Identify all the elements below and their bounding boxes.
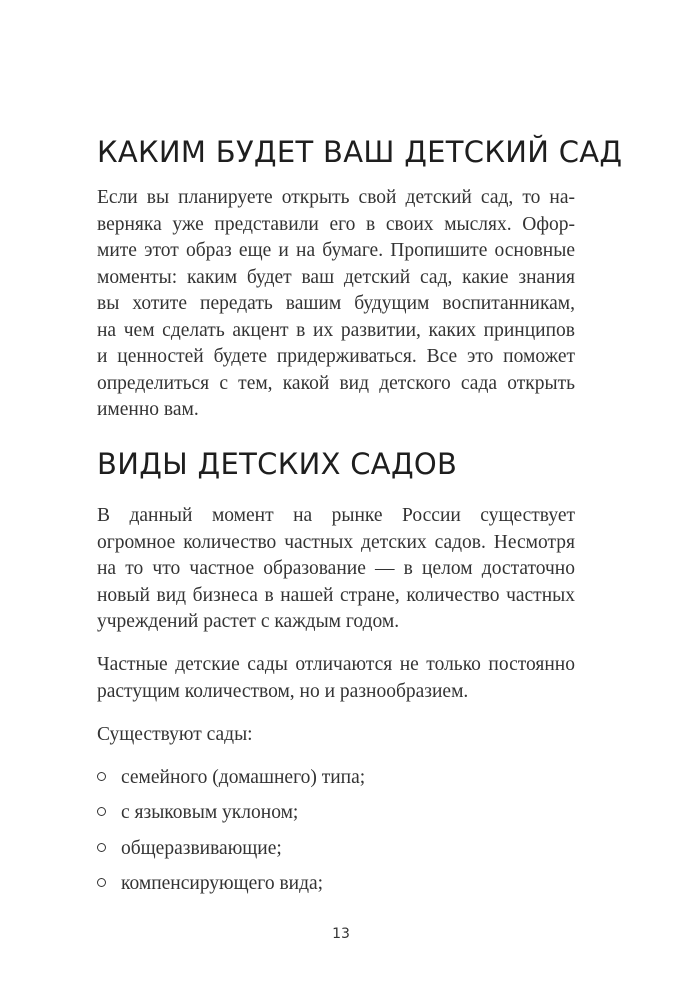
circle-bullet-icon	[97, 843, 106, 852]
list-item-text: семейного (домашнего) типа;	[121, 767, 366, 788]
section-heading-1: КАКИМ БУДЕТ ВАШ ДЕТСКИЙ САД	[97, 135, 623, 169]
text-line: огромное количество частных детских садов. Несмотря	[97, 531, 575, 553]
text-line: учреждений растет с каждым годом.	[97, 611, 400, 632]
list-item	[97, 800, 298, 826]
list-item	[97, 765, 365, 791]
circle-bullet-icon	[97, 807, 106, 816]
text-line: верняка уже представили его в своих мыслях. Офор-	[97, 213, 575, 235]
paragraph-intro	[97, 185, 575, 424]
list-item-text: общеразвивающие;	[121, 838, 282, 859]
section-heading-2: ВИДЫ ДЕТСКИХ САДОВ	[97, 447, 458, 481]
text-line: растущим количеством, но и разнообразием.	[97, 680, 469, 702]
list-item	[97, 871, 323, 897]
list-item	[97, 836, 282, 862]
text-line: определиться с тем, какой вид детского сада открыть	[97, 372, 575, 394]
circle-bullet-icon	[97, 772, 106, 781]
text-line: Частные детские сады отличаются не только постоянно	[97, 654, 575, 675]
text-line: именно вам.	[97, 399, 199, 420]
text-line: новый вид бизнеса в нашей стране, количество частных	[97, 584, 575, 606]
text-line: и ценностей будете придерживаться. Все это поможет	[97, 346, 575, 367]
text-line: вы хотите передать вашим будущим воспитанникам,	[97, 293, 575, 314]
paragraph-market	[97, 503, 575, 636]
text-line: В данный момент на рынке России существует	[97, 505, 575, 526]
text-line: на чем сделать акцент в их развитии, каких принципов	[97, 319, 575, 341]
list-item-text: с языковым уклоном;	[121, 802, 299, 823]
text-line: на то что частное образование — в целом достаточно	[97, 558, 575, 579]
list-intro: Существуют сады:	[97, 724, 253, 745]
text-line: Если вы планируете открыть свой детский сад, то на-	[97, 187, 575, 208]
paragraph-variety	[97, 652, 575, 705]
page-number: 13	[332, 926, 350, 942]
text-line: моменты: каким будет ваш детский сад, какие знания	[97, 266, 575, 288]
list-item-text: компенсирующего вида;	[121, 873, 324, 894]
text-line: мите этот образ еще и на бумаге. Пропишите основные	[97, 240, 575, 261]
circle-bullet-icon	[97, 878, 106, 887]
